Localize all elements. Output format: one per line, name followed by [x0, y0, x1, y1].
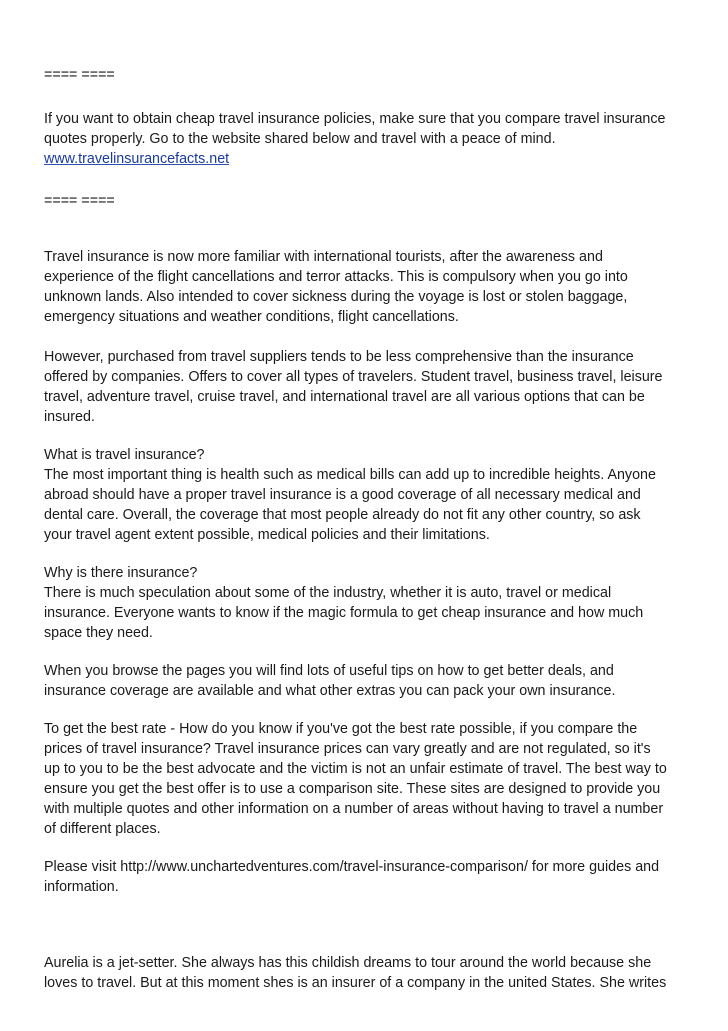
p2-line-2: offered by companies. Offers to cover all types of travelers. Student travel, business travel, leisure — [44, 369, 663, 385]
p3-line-1: The most important thing is health such as medical bills can add up to incredible heights. Anyone — [44, 467, 656, 483]
p8-line-2: loves to travel. But at this moment shes is an insurer of a company in the united States. She writes — [44, 975, 667, 991]
p4-line-3: space they need. — [44, 625, 153, 641]
p6-line-5: with multiple quotes and other information on a number of areas without having to travel a number — [44, 801, 664, 817]
intro-line-2: quotes properly. Go to the website shared below and travel with a peace of mind. — [44, 131, 556, 147]
p6-line-2: prices of travel insurance? Travel insurance prices can vary greatly and are not regulated, so it's — [44, 741, 651, 757]
p3-line-4: your travel agent extent possible, medical policies and their limitations. — [44, 527, 490, 543]
separator-top: ==== ==== — [44, 67, 115, 83]
p5-line-2: insurance coverage are available and what other extras you can pack your own insurance. — [44, 683, 616, 699]
p1-line-2: experience of the flight cancellations and terror attacks. This is compulsory when you go into — [44, 269, 628, 285]
p2-line-4: insured. — [44, 409, 95, 425]
p1-line-4: emergency situations and weather conditions, flight cancellations. — [44, 309, 459, 325]
p6-line-1: To get the best rate - How do you know if you've got the best rate possible, if you compare the — [44, 721, 638, 737]
p6-line-4: ensure you get the best offer is to use a comparison site. These sites are designed to provide you — [44, 781, 661, 797]
p7-line-1: Please visit http://www.unchartedventures.com/travel-insurance-comparison/ for more guides and — [44, 859, 660, 875]
intro-line-1: If you want to obtain cheap travel insurance policies, make sure that you compare travel insurance — [44, 111, 666, 127]
p1-line-3: unknown lands. Also intended to cover sickness during the voyage is lost or stolen baggage, — [44, 289, 628, 305]
p4-line-2: insurance. Everyone wants to know if the magic formula to get cheap insurance and how much — [44, 605, 644, 621]
p7-line-2: information. — [44, 879, 119, 895]
p1-line-1: Travel insurance is now more familiar with international tourists, after the awareness and — [44, 249, 603, 265]
p4-heading: Why is there insurance? — [44, 565, 198, 581]
p3-line-3: dental care. Overall, the coverage that most people already do not fit any other country, so ask — [44, 507, 641, 523]
p6-line-3: up to you to be the best advocate and the victim is not an unfair estimate of travel. The best way to — [44, 761, 667, 777]
website-link[interactable]: www.travelinsurancefacts.net — [44, 151, 230, 167]
p3-line-2: abroad should have a proper travel insurance is a good coverage of all necessary medical and — [44, 487, 641, 503]
p8-line-1: Aurelia is a jet-setter. She always has this childish dreams to tour around the world because she — [44, 955, 652, 971]
p4-line-1: There is much speculation about some of the industry, whether it is auto, travel or medical — [44, 585, 612, 601]
p5-line-1: When you browse the pages you will find lots of useful tips on how to get better deals, and — [44, 663, 614, 679]
p2-line-1: However, purchased from travel suppliers tends to be less comprehensive than the insurance — [44, 349, 634, 365]
p6-line-6: of different places. — [44, 821, 161, 837]
p2-line-3: travel, adventure travel, cruise travel, and international travel are all various options that can be — [44, 389, 645, 405]
p3-heading: What is travel insurance? — [44, 447, 205, 463]
separator-bottom: ==== ==== — [44, 193, 115, 209]
